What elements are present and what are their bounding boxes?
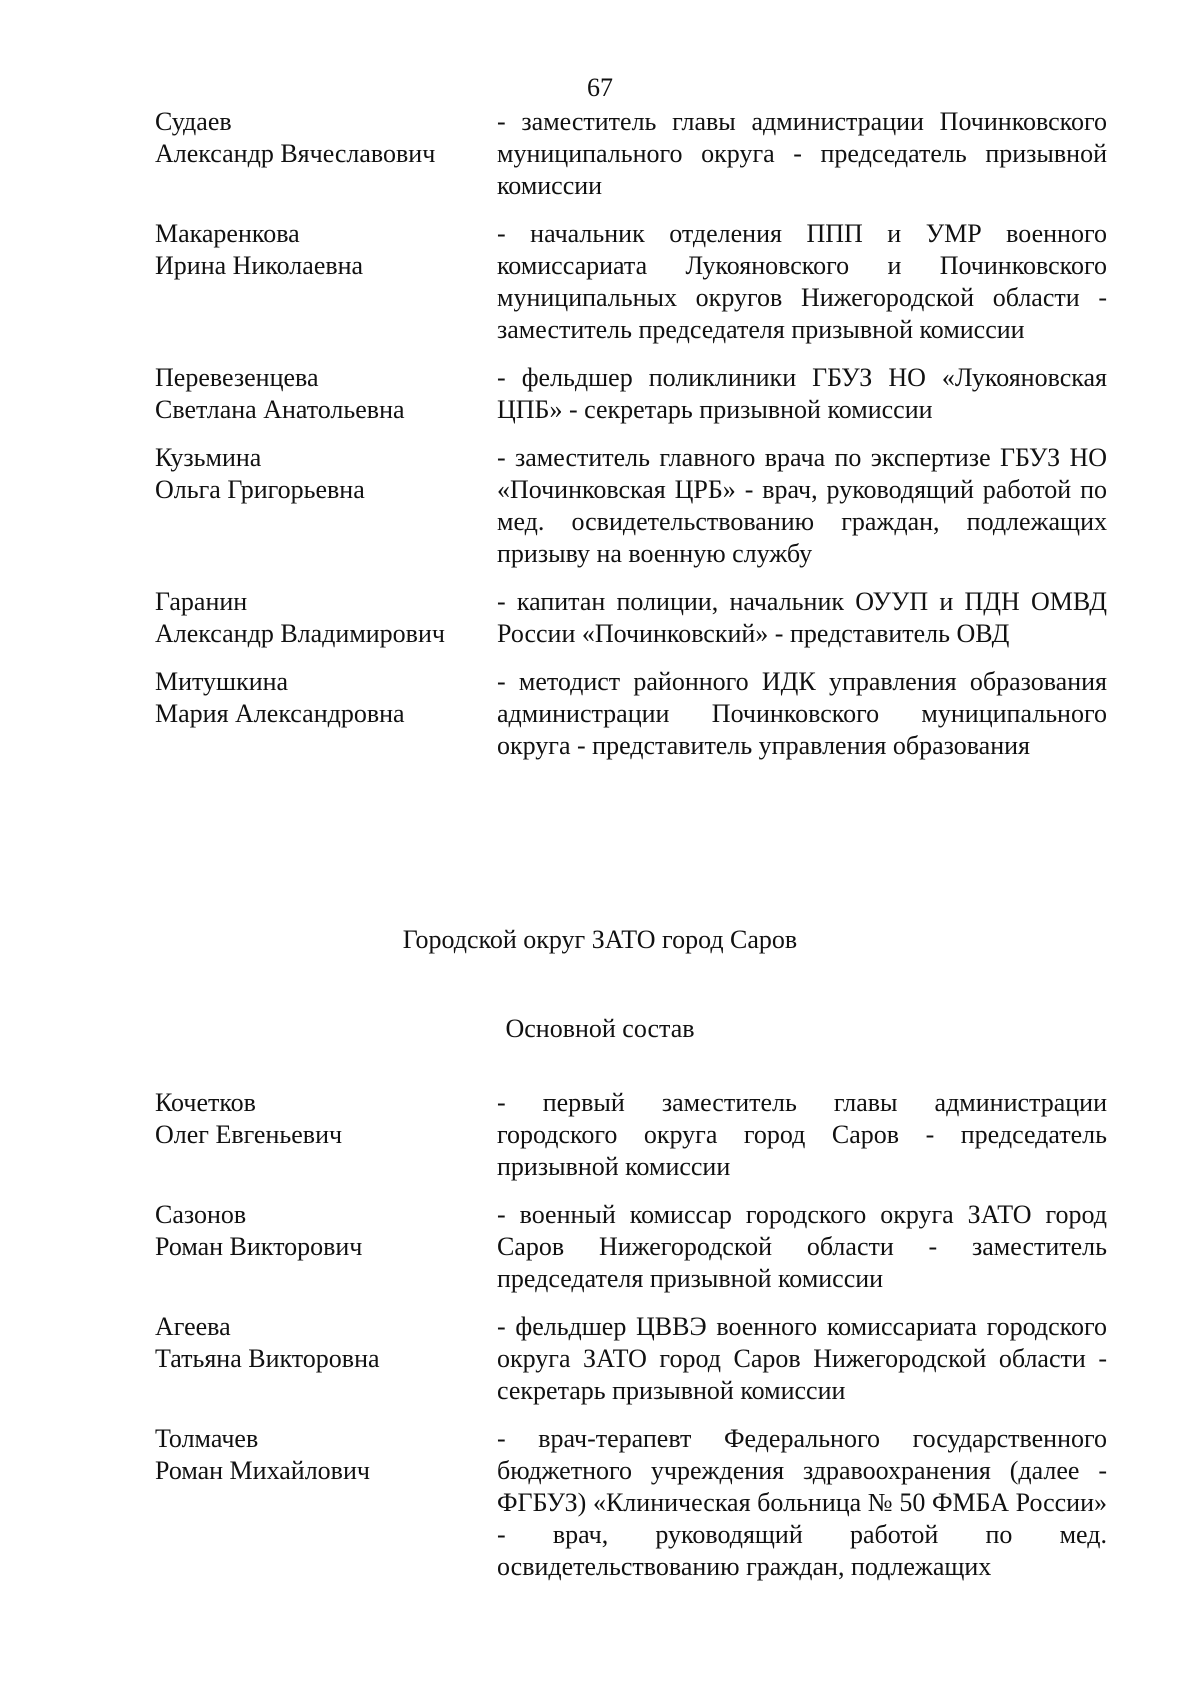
member-role: - врач-терапевт Федерального государственного бюджетного учреждения здравоохранения (далее - ФГБУЗ) «Клиническая больница № 50 ФМБА России» - врач, руководящий работой по мед. освидетельствованию граждан, подлежащих: [497, 1424, 1107, 1581]
member-given-name: Роман Викторович: [155, 1232, 363, 1261]
member-given-name: Роман Михайлович: [155, 1456, 370, 1485]
member-role: - фельдшер поликлиники ГБУЗ НО «Лукояновская ЦПБ» - секретарь призывной комиссии: [497, 363, 1107, 424]
member-name: [155, 106, 497, 202]
commission-member: [155, 106, 1107, 202]
commission-member: [155, 1423, 1107, 1583]
page-number: 67: [587, 73, 613, 102]
member-surname: Агеева: [155, 1312, 231, 1341]
member-surname: Гаранин: [155, 587, 248, 616]
member-role: - военный комиссар городского округа ЗАТО город Саров Нижегородской области - заместитель председателя призывной комиссии: [497, 1200, 1107, 1293]
member-role: - методист районного ИДК управления образования администрации Починковского муниципального округа - представитель управления образования: [497, 667, 1107, 760]
commission-list-sarov: [155, 1087, 1107, 1599]
member-surname: Митушкина: [155, 667, 289, 696]
member-given-name: Мария Александровна: [155, 699, 405, 728]
composition-heading: Основной состав: [505, 1014, 695, 1043]
member-role: - заместитель главного врача по экспертизе ГБУЗ НО «Починковская ЦРБ» - врач, руководящий работой по мед. освидетельствованию граждан, подлежащих призыву на военную службу: [497, 443, 1107, 568]
commission-member: [155, 1199, 1107, 1295]
member-given-name: Светлана Анатольевна: [155, 395, 405, 424]
member-given-name: Александр Владимирович: [155, 619, 445, 648]
member-name: [155, 666, 497, 762]
member-given-name: Татьяна Викторовна: [155, 1344, 380, 1373]
commission-member: [155, 1087, 1107, 1183]
commission-member: [155, 362, 1107, 426]
commission-member: [155, 586, 1107, 650]
commission-member: [155, 442, 1107, 570]
commission-member: [155, 218, 1107, 346]
member-surname: Судаев: [155, 107, 232, 136]
member-name: [155, 1311, 497, 1407]
member-role: - заместитель главы администрации Починковского муниципального округа - председатель призывной комиссии: [497, 107, 1107, 200]
member-role: - фельдшер ЦВВЭ военного комиссариата городского округа ЗАТО город Саров Нижегородской области - секретарь призывной комиссии: [497, 1312, 1107, 1405]
member-name: [155, 1423, 497, 1583]
commission-member: [155, 666, 1107, 762]
member-given-name: Олег Евгеньевич: [155, 1120, 343, 1149]
member-role: - капитан полиции, начальник ОУУП и ПДН ОМВД России «Починковский» - представитель ОВД: [497, 587, 1107, 648]
member-surname: Кочетков: [155, 1088, 256, 1117]
member-role: - первый заместитель главы администрации городского округа город Саров - председатель призывной комиссии: [497, 1088, 1107, 1181]
member-given-name: Ольга Григорьевна: [155, 475, 365, 504]
member-name: [155, 1199, 497, 1295]
member-given-name: Ирина Николаевна: [155, 251, 364, 280]
member-name: [155, 362, 497, 426]
member-name: [155, 586, 497, 650]
member-given-name: Александр Вячеславович: [155, 139, 436, 168]
district-heading: Городской округ ЗАТО город Саров: [402, 925, 798, 954]
member-surname: Толмачев: [155, 1424, 259, 1453]
commission-list-pochinki: [155, 106, 1107, 778]
member-surname: Макаренкова: [155, 219, 300, 248]
member-name: [155, 442, 497, 570]
member-name: [155, 218, 497, 346]
member-surname: Перевезенцева: [155, 363, 319, 392]
member-surname: Кузьмина: [155, 443, 262, 472]
member-surname: Сазонов: [155, 1200, 247, 1229]
commission-member: [155, 1311, 1107, 1407]
member-name: [155, 1087, 497, 1183]
member-role: - начальник отделения ППП и УМР военного комиссариата Лукояновского и Починковского муниципальных округов Нижегородской области - заместитель председателя призывной комиссии: [497, 219, 1107, 344]
